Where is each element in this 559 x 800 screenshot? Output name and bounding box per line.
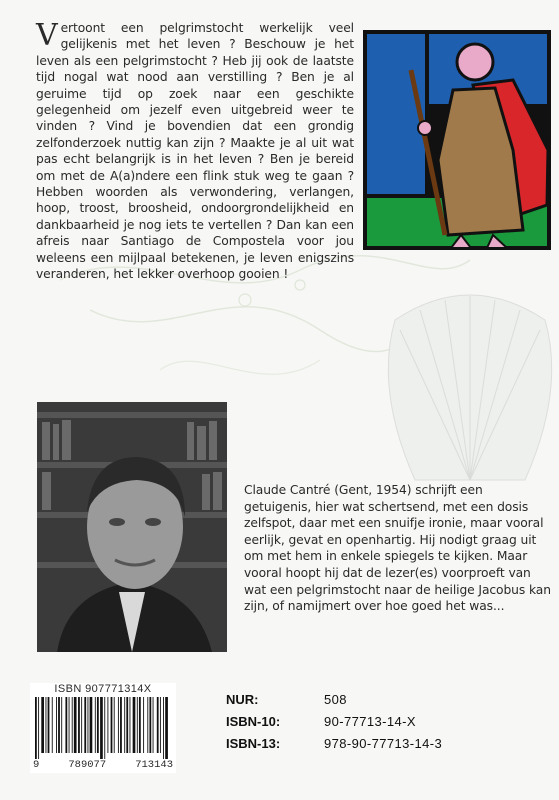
barcode-bars (33, 697, 173, 759)
barcode-bar (58, 697, 60, 753)
isbn13-value: 978-90-77713-14-3 (324, 735, 443, 751)
barcode-bar (124, 697, 125, 753)
barcode-bar (163, 697, 164, 759)
barcode-bar (111, 697, 113, 753)
author-photo (37, 402, 227, 652)
blurb-text: ertoont een pelgrimstocht werkelijk veel gelijkenis met het leven ? Beschouw je het leven als een pelgrimstocht ? Heb jij ook de laatste tijd nogal wat nood aan verstilling ? Ben je al geruime tijd op zoek naar een geschikte gelegenheid om jezelf even uitgebreid weer te vinden ? Vind je bovendien dat een grondig zelfonderzoek nuttig kan zijn ? Maakte je al uit wat pas echt belangrijk is in het leven ? Ben je bereid om met de A(a)ndere een flink stuk weg te gaan ? Hebben woorden als verwondering, verlangen, hoop, troost, broosheid, ondoorgrondelijkheid en dankbaarheid je nog iets te vertellen ? Dan kan een afreis naar Santiago de Compostela voor jou weleens een mijlpaal betekenen, je leven enigszins veranderen, het lekker overhoop gooien ! (36, 21, 354, 282)
barcode-bar (100, 697, 103, 759)
nur-label: NUR: (226, 691, 259, 707)
barcode-bar (133, 697, 136, 753)
barcode-bar (120, 697, 122, 753)
barcode-bar (38, 697, 39, 759)
barcode-digit-left: 789077 (68, 759, 107, 771)
barcode-bar (139, 697, 141, 753)
barcode-bar (35, 697, 37, 759)
barcode-bar (72, 697, 73, 753)
book-codes (226, 688, 442, 754)
barcode-bar (48, 697, 50, 753)
barcode-bar (90, 697, 93, 753)
barcode-bar (61, 697, 62, 753)
barcode-bar (78, 697, 80, 753)
barcode-bar (126, 697, 128, 753)
barcode-digits (30, 759, 176, 771)
barcode-bar (69, 697, 70, 753)
isbn10-value: 90-77713-14-X (324, 713, 416, 729)
barcode-bar (165, 697, 168, 759)
barcode-bar (147, 697, 148, 753)
barcode-bar (74, 697, 77, 753)
barcode-bar (52, 697, 53, 753)
barcode-bar (160, 697, 161, 753)
barcode-bar (41, 697, 44, 753)
drop-cap: V (36, 18, 58, 53)
barcode-bar (143, 697, 144, 753)
back-cover-blurb (36, 20, 354, 283)
stained-glass-pilgrim-image (363, 30, 551, 250)
isbn13-label: ISBN-13: (226, 735, 281, 751)
barcode-bar (130, 697, 131, 753)
isbn10-label: ISBN-10: (226, 713, 281, 729)
barcode-bar (104, 697, 105, 759)
barcode-bar (149, 697, 151, 753)
barcode-bar (118, 697, 119, 753)
barcode-bar (157, 697, 159, 753)
barcode-bar (81, 697, 82, 753)
barcode-bar (46, 697, 47, 753)
barcode-bar (97, 697, 99, 753)
barcode-bar (107, 697, 108, 753)
barcode-bar (95, 697, 96, 753)
isbn13-row (226, 732, 442, 754)
barcode-bar (114, 697, 115, 753)
isbn-barcode (30, 683, 176, 773)
author-bio: Claude Cantré (Gent, 1954) schrijft een getuigenis, hier wat schertsend, met een dosis zelfspot, daar met een snuifje ironie, maar vooral eerlijk, gevat en openhartig. Hij nodigt graag uit om met hem in enkele spiegels te kijken. Maar vooral hoopt hij dat de lezer(es) voorproeft van wat een pelgrimstocht naar de heilige Jacobus kan zijn, of namijmert over hoe goed het was... (244, 483, 551, 614)
barcode-bar (56, 697, 57, 753)
barcode-digit-prefix: 9 (33, 759, 40, 771)
isbn10-row (226, 710, 442, 732)
barcode-bar (84, 697, 86, 753)
barcode-bar (88, 697, 89, 753)
barcode-bar (65, 697, 67, 753)
barcode-digit-right: 713143 (135, 759, 173, 771)
barcode-isbn-label: ISBN 907771314X (54, 683, 152, 695)
nur-value: 508 (324, 691, 347, 707)
barcode-bar (137, 697, 138, 753)
barcode-bar (153, 697, 154, 753)
nur-row (226, 688, 442, 710)
